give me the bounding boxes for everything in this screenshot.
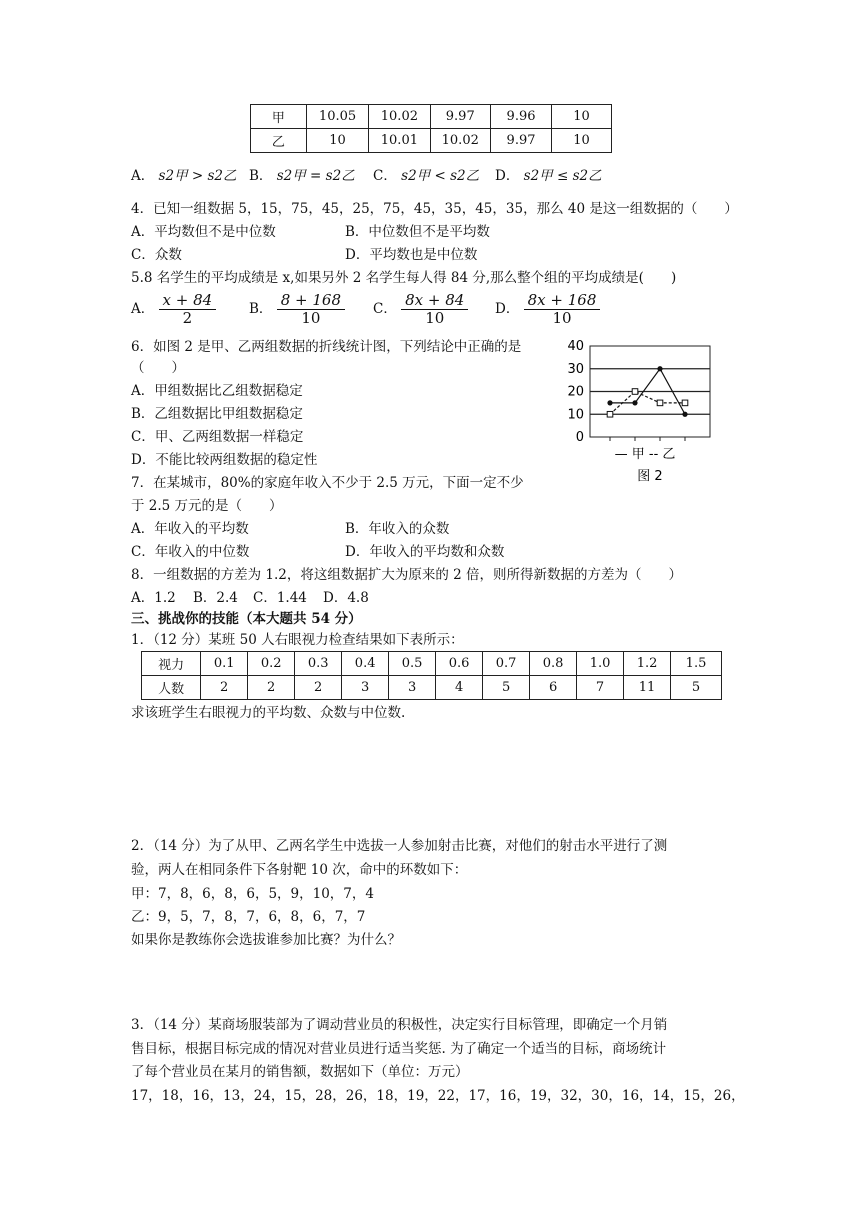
q3-option-a: A． s2甲 > s2乙	[131, 168, 237, 184]
vision-header-cell: 0.3	[295, 652, 342, 676]
data-point	[657, 400, 663, 406]
vision-header-row	[142, 652, 722, 676]
table-cell: 10.05	[306, 105, 368, 129]
q7-stem: 7．在某城市，80%的家庭年收入不少于 2.5 万元，下面一定不少	[131, 475, 524, 491]
q5-option-a: A． $\frac{x + 84}{2}$	[131, 292, 216, 327]
table-cell: 9.97	[430, 105, 490, 129]
q4-option-a: A．平均数但不是中位数	[131, 224, 276, 240]
vision-count-cell: 3	[342, 676, 389, 700]
q4-option-d: D．平均数也是中位数	[345, 247, 478, 263]
data-point	[632, 400, 637, 405]
section-title: 三、挑战你的技能（本大题共 54 分）	[131, 611, 362, 627]
vision-header-cell: 1.5	[671, 652, 722, 676]
data-point	[607, 411, 613, 417]
vision-header-cell: 视力	[142, 652, 201, 676]
p2-yi-scores: 乙：9，5，7，8，7，6，8，6，7，7	[131, 909, 366, 925]
line-chart-figure	[560, 336, 720, 486]
q7-option-a: A．年收入的平均数	[131, 521, 249, 537]
y-tick-label: 40	[567, 339, 584, 354]
vision-header-cell: 0.7	[483, 652, 530, 676]
q5-option-c: C． $\frac{8x + 84}{10}$	[373, 292, 468, 327]
vision-count-cell: 4	[436, 676, 483, 700]
vision-header-cell: 0.1	[201, 652, 248, 676]
q8-option-c: C．1.44	[253, 590, 307, 606]
vision-header-cell: 0.4	[342, 652, 389, 676]
y-tick-label: 10	[567, 407, 584, 423]
p2-line2: 验，两人在相同条件下各射靶 10 次，命中的环数如下：	[131, 862, 468, 878]
y-tick-label: 0	[575, 430, 584, 445]
table-cell: 甲	[251, 105, 307, 129]
vision-count-cell: 2	[201, 676, 248, 700]
q3-option-d: D． s2甲 ≤ s2乙	[495, 168, 602, 184]
q5-stem: 5.8 名学生的平均成绩是 x,如果另外 2 名学生每人得 84 分,那么整个组的平均成绩是( )	[131, 270, 677, 286]
vision-count-cell: 6	[530, 676, 577, 700]
data-point	[682, 412, 687, 417]
q4-stem: 4．已知一组数据 5，15，75，45，25，75，45，35，45，35，那么 40 是这一组数据的（ ）	[131, 201, 738, 217]
p2-jia-scores: 甲：7，8，6，8，6，5，9，10，7，4	[131, 886, 374, 902]
vision-header-cell: 1.2	[624, 652, 671, 676]
table-cell: 10	[552, 105, 612, 129]
q5-option-d: D． $\frac{8x + 168}{10}$	[495, 292, 600, 327]
q7-option-b: B．年收入的众数	[345, 521, 450, 537]
data-point	[607, 400, 612, 405]
q6-stem-bracket: （ ）	[131, 360, 185, 376]
vision-header-cell: 1.0	[577, 652, 624, 676]
q8-stem: 8．一组数据的方差为 1.2，将这组数据扩大为原来的 2 倍，则所得新数据的方差为（ ）	[131, 567, 683, 583]
vision-count-row	[142, 676, 722, 700]
table-cell: 9.97	[490, 129, 551, 153]
vision-header-cell: 0.6	[436, 652, 483, 676]
q4-option-b: B．中位数但不是平均数	[345, 224, 490, 240]
vision-count-cell: 11	[624, 676, 671, 700]
p2-line1: 2．（14 分）为了从甲、乙两名学生中选拔一人参加射击比赛，对他们的射击水平进行了测	[131, 838, 668, 854]
q4-option-c: C．众数	[131, 247, 182, 263]
p3-line2: 售目标，根据目标完成的情况对营业员进行适当奖惩. 为了确定一个适当的目标，商场统计	[131, 1041, 667, 1057]
vision-count-cell: 7	[577, 676, 624, 700]
p3-line3: 了每个营业员在某月的销售额，数据如下（单位：万元）	[131, 1064, 469, 1080]
chart-legend: — 甲 -- 乙	[614, 447, 676, 462]
table-cell: 乙	[251, 129, 307, 153]
q6-option-b: B．乙组数据比甲组数据稳定	[131, 406, 303, 422]
vision-count-cell: 5	[483, 676, 530, 700]
vision-count-cell: 3	[389, 676, 436, 700]
q8-option-d: D．4.8	[323, 590, 369, 606]
table-cell: 10.02	[369, 105, 430, 129]
vision-count-cell: 2	[295, 676, 342, 700]
q6-option-c: C．甲、乙两组数据一样稳定	[131, 429, 304, 445]
q6-option-a: A．甲组数据比乙组数据稳定	[131, 383, 303, 399]
vision-count-cell: 人数	[142, 676, 201, 700]
vision-count-cell: 5	[671, 676, 722, 700]
table-cell: 10	[552, 129, 612, 153]
q6-option-d: D．不能比较两组数据的稳定性	[131, 452, 318, 468]
vision-count-cell: 2	[248, 676, 295, 700]
vision-header-cell: 0.2	[248, 652, 295, 676]
table-cell: 10.01	[369, 129, 430, 153]
p3-line1: 3．（14 分）某商场服装部为了调动营业员的积极性，决定实行目标管理，即确定一个月销	[131, 1017, 668, 1033]
vision-header-cell: 0.5	[389, 652, 436, 676]
p2-question: 如果你是教练你会选拔谁参加比赛？为什么？	[131, 932, 401, 948]
q6-stem: 6．如图 2 是甲、乙两组数据的折线统计图，下列结论中正确的是	[131, 339, 522, 355]
y-tick-label: 30	[567, 361, 584, 377]
vision-header-cell: 0.8	[530, 652, 577, 676]
q5-option-b: B． $\frac{8 + 168}{10}$	[249, 292, 345, 327]
data-point	[657, 366, 662, 371]
q8-option-a: A．1.2	[131, 590, 176, 606]
table-cell: 9.96	[490, 105, 551, 129]
q7-stem-cont: 于 2.5 万元的是（ ）	[131, 498, 283, 514]
p3-line4: 17，18，16，13，24，15，28，26，18，19，22，17，16，19，32，30，16，14，15，26，	[131, 1088, 745, 1104]
y-tick-label: 20	[567, 384, 584, 400]
variance-data-table	[250, 104, 612, 153]
p1-stem: 1．（12 分）某班 50 人右眼视力检查结果如下表所示：	[131, 632, 464, 648]
data-point	[682, 400, 688, 406]
table-cell: 10	[306, 129, 368, 153]
q3-option-b: B． s2甲 = s2乙	[249, 168, 355, 184]
chart-caption: 图 2	[637, 469, 663, 484]
vision-table	[141, 651, 722, 700]
data-point	[632, 389, 638, 395]
q8-option-b: B．2.4	[193, 590, 238, 606]
table-cell: 10.02	[430, 129, 490, 153]
p1-question: 求该班学生右眼视力的平均数、众数与中位数.	[131, 705, 406, 721]
q7-option-c: C．年收入的中位数	[131, 544, 250, 560]
q3-option-c: C． s2甲 < s2乙	[373, 168, 480, 184]
q7-option-d: D．年收入的平均数和众数	[345, 544, 505, 560]
